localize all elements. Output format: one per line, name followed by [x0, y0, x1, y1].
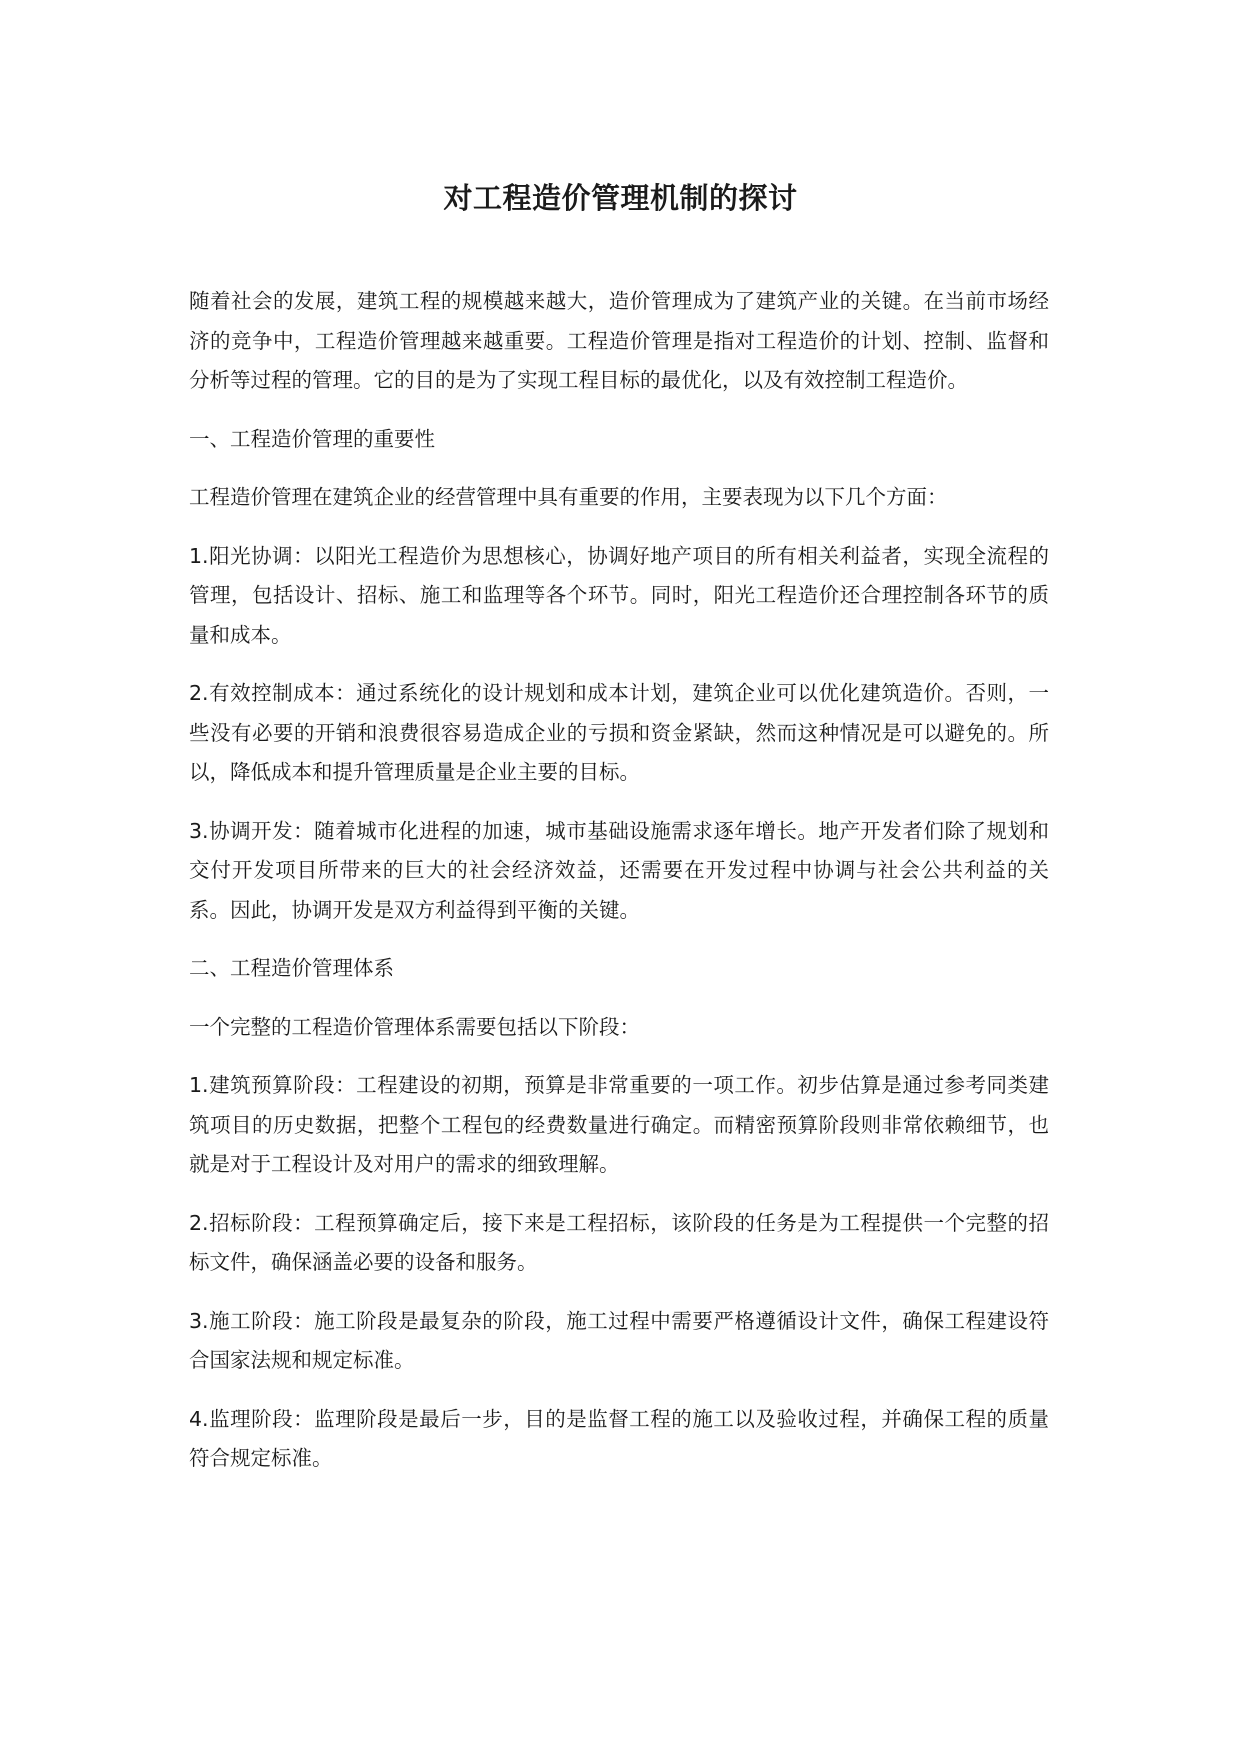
section-heading-system: 二、工程造价管理体系 [189, 956, 394, 980]
system-stage-1: 1.建筑预算阶段：工程建设的初期，预算是非常重要的一项工作。初步估算是通过参考同类建筑项目的历史数据，把整个工程包的经费数量进行确定。而精密预算阶段则非常依赖细节，也就是对于工程设计及对用户的需求的细致理解。 [189, 1073, 1049, 1176]
importance-item-1: 1.阳光协调：以阳光工程造价为思想核心，协调好地产项目的所有相关利益者，实现全流程的管理，包括设计、招标、施工和监理等各个环节。同时，阳光工程造价还合理控制各环节的质量和成本。 [189, 543, 1049, 647]
system-stage-3: 3.施工阶段：施工阶段是最复杂的阶段，施工过程中需要严格遵循设计文件，确保工程建设符合国家法规和规定标准。 [189, 1308, 1049, 1372]
system-intro-paragraph: 一个完整的工程造价管理体系需要包括以下阶段： [189, 1014, 640, 1039]
importance-item-2: 2.有效控制成本：通过系统化的设计规划和成本计划，建筑企业可以优化建筑造价。否则，一些没有必要的开销和浪费很容易造成企业的亏损和资金紧缺，然而这种情况是可以避免的。所以，降低成本和提升管理质量是企业主要的目标。 [189, 681, 1049, 784]
importance-item-3: 3.协调开发：随着城市化进程的加速，城市基础设施需求逐年增长。地产开发者们除了规划和交付开发项目所带来的巨大的社会经济效益，还需要在开发过程中协调与社会公共利益的关系。因此，协调开发是双方利益得到平衡的关键。 [189, 818, 1049, 922]
intro-paragraph: 随着社会的发展，建筑工程的规模越来越大，造价管理成为了建筑产业的关键。在当前市场经济的竞争中，工程造价管理越来越重要。工程造价管理是指对工程造价的计划、控制、监督和分析等过程的管理。它的目的是为了实现工程目标的最优化，以及有效控制工程造价。 [189, 289, 1049, 392]
document-body [189, 282, 1049, 1498]
system-stage-4: 4.监理阶段：监理阶段是最后一步，目的是监督工程的施工以及验收过程，并确保工程的质量符合规定标准。 [189, 1406, 1049, 1470]
system-stage-2: 2.招标阶段：工程预算确定后，接下来是工程招标，该阶段的任务是为工程提供一个完整的招标文件，确保涵盖必要的设备和服务。 [189, 1210, 1049, 1274]
document-title: 对工程造价管理机制的探讨 [443, 181, 798, 215]
importance-intro-paragraph: 工程造价管理在建筑企业的经营管理中具有重要的作用，主要表现为以下几个方面： [189, 485, 948, 509]
section-heading-importance: 一、工程造价管理的重要性 [189, 426, 435, 451]
